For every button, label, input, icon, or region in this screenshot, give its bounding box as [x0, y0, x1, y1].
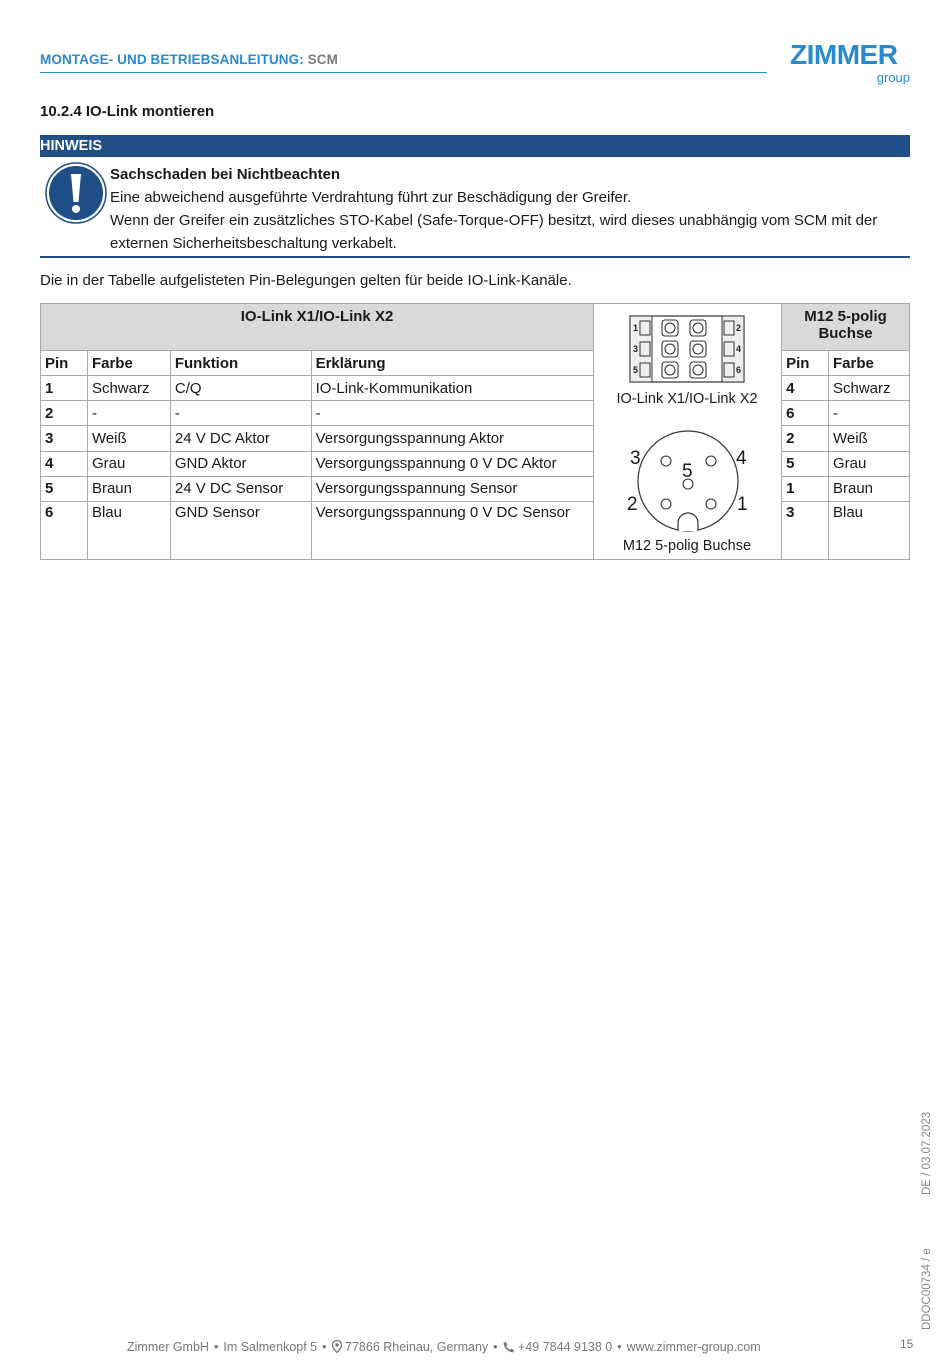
- m12-label-2: 2: [627, 494, 638, 515]
- cell-m12-pin: 3: [782, 501, 829, 559]
- m12-label-1: 1: [737, 494, 748, 515]
- cell-funktion: 24 V DC Aktor: [170, 426, 311, 451]
- footer-city: 77866 Rheinau, Germany: [345, 1340, 489, 1354]
- terminal-caption: IO-Link X1/IO-Link X2: [616, 391, 758, 407]
- cell-farbe: Braun: [87, 476, 170, 501]
- cell-erklaerung: IO-Link-Kommunikation: [311, 376, 594, 401]
- notice-label: HINWEIS: [40, 138, 103, 154]
- notice-text: [110, 163, 900, 255]
- company-logo: [790, 40, 912, 90]
- cell-erklaerung: Versorgungsspannung Aktor: [311, 426, 594, 451]
- cell-farbe: Schwarz: [87, 376, 170, 401]
- terminal-label-3: 3: [633, 344, 639, 354]
- cell-funktion: GND Sensor: [170, 501, 311, 559]
- table-group-m12: M12 5-polig Buchse: [782, 304, 910, 351]
- product-name: SCM: [307, 52, 339, 67]
- cell-m12-farbe: Blau: [829, 501, 910, 559]
- footer-phone: +49 7844 9138 0: [518, 1340, 613, 1354]
- terminal-label-1: 1: [633, 323, 639, 333]
- logo-group: group: [876, 70, 910, 85]
- cell-funktion: C/Q: [170, 376, 311, 401]
- cell-pin: 2: [41, 401, 88, 426]
- cell-m12-farbe: Grau: [829, 451, 910, 476]
- cell-m12-pin: 2: [782, 426, 829, 451]
- section-heading: 10.2.4 IO-Link montieren: [40, 103, 215, 120]
- cell-erklaerung: Versorgungsspannung Sensor: [311, 476, 594, 501]
- terminal-label-4: 4: [736, 344, 742, 354]
- m12-connector-diagram: [627, 431, 748, 531]
- notice-line-2: Wenn der Greifer ein zusätzliches STO-Kabel (Safe-Torque-OFF) besitzt, wird dieses unabhängig vom SCM mit der externen Sicherheitsbeschaltung verkabelt.: [110, 212, 878, 252]
- phone-icon: [503, 1341, 515, 1353]
- notice-heading: Sachschaden bei Nichtbeachten: [110, 166, 341, 183]
- col-header-farbe: Farbe: [87, 351, 170, 376]
- footer-separator: •: [213, 1340, 219, 1354]
- cell-m12-farbe: -: [829, 401, 910, 426]
- m12-label-3: 3: [630, 448, 641, 469]
- footer-street: Im Salmenkopf 5: [223, 1340, 318, 1354]
- cell-pin: 3: [41, 426, 88, 451]
- page-number: 15: [900, 1337, 914, 1351]
- cell-funktion: -: [170, 401, 311, 426]
- exclamation-mandatory-icon: [45, 162, 107, 224]
- cell-farbe: Weiß: [87, 426, 170, 451]
- side-date: DE / 03.07.2023: [921, 1111, 933, 1195]
- notice-bottom-rule: [40, 256, 910, 258]
- footer-separator: •: [617, 1340, 622, 1354]
- footer-website[interactable]: www.zimmer-group.com: [626, 1340, 761, 1354]
- notice-line-1: Eine abweichend ausgeführte Verdrahtung führt zur Beschädigung der Greifer.: [110, 189, 632, 206]
- cell-m12-farbe: Braun: [829, 476, 910, 501]
- cell-pin: 6: [41, 501, 88, 559]
- terminal-label-6: 6: [736, 365, 742, 375]
- cell-funktion: 24 V DC Sensor: [170, 476, 311, 501]
- cell-m12-pin: 6: [782, 401, 829, 426]
- cell-m12-pin: 4: [782, 376, 829, 401]
- col-header-m12-pin: Pin: [782, 351, 829, 376]
- logo-brand: ZIMMER: [790, 39, 898, 70]
- cell-m12-pin: 5: [782, 451, 829, 476]
- cell-m12-farbe: Weiß: [829, 426, 910, 451]
- footer: [127, 1340, 761, 1354]
- table-group-io-link: IO-Link X1/IO-Link X2: [41, 304, 594, 351]
- cell-pin: 5: [41, 476, 88, 501]
- footer-company: Zimmer GmbH: [127, 1340, 209, 1354]
- document-title: [40, 52, 338, 67]
- io-link-terminal-block: [630, 316, 744, 382]
- terminal-label-2: 2: [736, 323, 742, 333]
- col-header-pin: Pin: [41, 351, 88, 376]
- location-pin-icon: [332, 1340, 342, 1353]
- pin-assignment-table: [40, 303, 910, 560]
- intro-text: Die in der Tabelle aufgelisteten Pin-Belegungen gelten für beide IO-Link-Kanäle.: [40, 272, 572, 289]
- notice-label-bar: [40, 135, 910, 157]
- cell-m12-pin: 1: [782, 476, 829, 501]
- connector-figure-cell: [594, 304, 782, 560]
- m12-label-5: 5: [682, 461, 693, 482]
- cell-m12-farbe: Schwarz: [829, 376, 910, 401]
- cell-funktion: GND Aktor: [170, 451, 311, 476]
- cell-pin: 4: [41, 451, 88, 476]
- m12-caption: M12 5-polig Buchse: [622, 538, 752, 554]
- document-title-text: MONTAGE- UND BETRIEBSANLEITUNG:: [40, 52, 304, 67]
- col-header-funktion: Funktion: [170, 351, 311, 376]
- cell-farbe: Blau: [87, 501, 170, 559]
- footer-separator: •: [322, 1340, 327, 1354]
- cell-farbe: -: [87, 401, 170, 426]
- side-doc-id: DDOC00734 / e: [921, 1248, 933, 1330]
- connector-figure: [594, 304, 780, 559]
- footer-separator: •: [493, 1340, 498, 1354]
- m12-label-4: 4: [736, 448, 747, 469]
- cell-farbe: Grau: [87, 451, 170, 476]
- col-header-erklaerung: Erklärung: [311, 351, 594, 376]
- header-rule: [40, 72, 767, 73]
- cell-erklaerung: -: [311, 401, 594, 426]
- col-header-m12-farbe: Farbe: [829, 351, 910, 376]
- cell-erklaerung: Versorgungsspannung 0 V DC Aktor: [311, 451, 594, 476]
- terminal-label-5: 5: [633, 365, 639, 375]
- cell-erklaerung: Versorgungsspannung 0 V DC Sensor: [311, 501, 594, 559]
- cell-pin: 1: [41, 376, 88, 401]
